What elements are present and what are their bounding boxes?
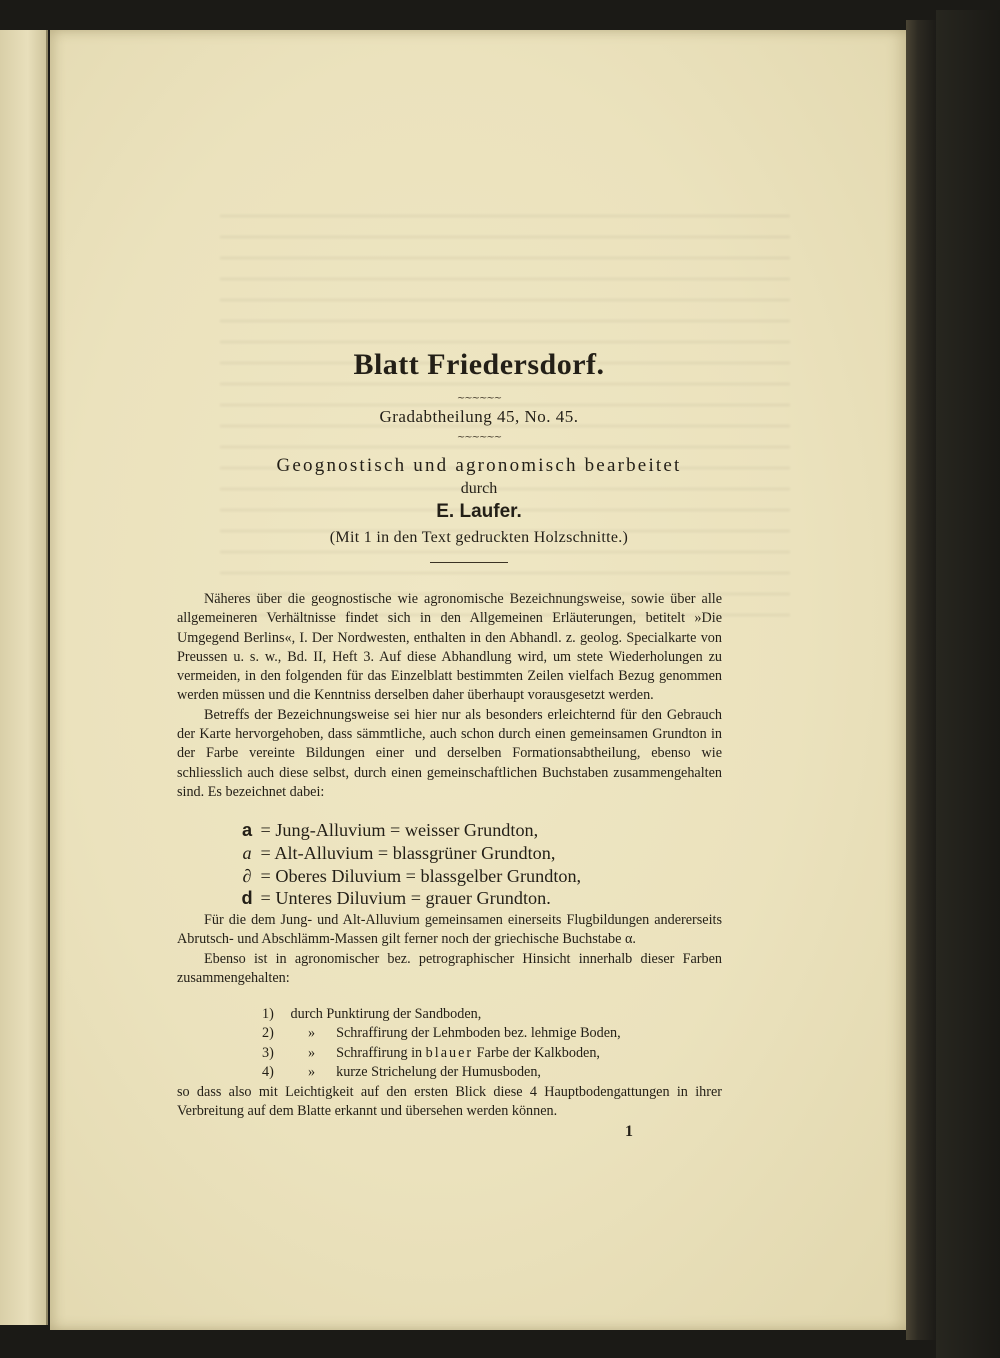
page-title: Blatt Friedersdorf.	[353, 348, 605, 381]
ditto-mark: »	[308, 1025, 316, 1042]
legend-text: = Oberes Diluvium = blassgelber Grundton,	[260, 865, 582, 886]
list-text: Schraffirung der Lehmboden bez. lehmige Boden,	[336, 1025, 621, 1042]
woodcut-note: (Mit 1 in den Text gedruckten Holzschnitte.)	[329, 529, 629, 546]
list-item	[262, 1044, 702, 1063]
intro-text	[177, 590, 722, 802]
list-text-spaced: blauer	[425, 1044, 474, 1061]
list-item	[262, 1063, 702, 1082]
legend-symbol: a	[241, 820, 253, 840]
list-text: kurze Strichelung der Humusboden,	[336, 1063, 541, 1080]
legend-symbol: a	[242, 842, 252, 863]
paragraph: Betreffs der Bezeichnungsweise sei hier nur als besonders erleichternd für den Gebrauch der Karte hervorgehoben, dass sämmtliche, auch schon durch einen gemeinsamen Grundton in der Farbe vereinte Bildungen einer und derselben Formationsabtheilung, ebenso wie schliesslich auch diese selbst, durch einen gemeinschaftlichen Buchstaben zusammengehalten sind. Es bezeichnet dabei:	[177, 706, 722, 800]
list-number: 3)	[262, 1044, 274, 1061]
symbol-legend	[238, 819, 718, 910]
page-number: 1	[625, 1123, 633, 1140]
paragraph: Ebenso ist in agronomischer bez. petrographischer Hinsicht innerhalb dieser Farben zusammengehalten:	[177, 950, 722, 986]
list-item	[262, 1024, 702, 1043]
author-name: E. Laufer.	[436, 501, 522, 522]
legend-row	[238, 842, 718, 865]
closing-paragraph: so dass also mit Leichtigkeit auf den ersten Blick diese 4 Hauptbodengattungen in ihrer Verbreitung auf dem Blatte erkannt und übersehen werden können.	[177, 1084, 722, 1120]
book-cover-edge	[936, 10, 1000, 1358]
page-content	[50, 30, 908, 1330]
paragraph: Für die dem Jung- und Alt-Alluvium gemeinsamen einerseits Flugbildungen andererseits Abrutsch- und Abschlämm-Massen gilt ferner noch der griechische Buchstabe α.	[177, 912, 722, 948]
by-line: durch	[460, 480, 498, 497]
followup-text	[177, 911, 722, 988]
legend-text: = Jung-Alluvium = weisser Grundton,	[260, 820, 539, 840]
legend-row	[238, 819, 718, 842]
legend-text: = Alt-Alluvium = blassgrüner Grundton,	[260, 842, 556, 863]
soil-type-list	[262, 1005, 702, 1082]
previous-page-edge	[0, 30, 48, 1325]
legend-text: = Unteres Diluvium = grauer Grundton.	[260, 888, 551, 909]
legend-symbol: d	[241, 888, 253, 909]
list-item	[262, 1005, 702, 1024]
paragraph: Näheres über die geognostische wie agronomische Bezeichnungsweise, sowie über alle allgemeineren Verhältnisse findet sich in den Allgemeinen Erläuterungen, betitelt »Die Umgegend Berlins«, I. Der Nordwesten, enthalten in den Abhandl. z. geolog. Specialkarte von Preussen u. s. w., Bd. II, Heft 3. Auf diese Abhandlung wird, um stete Wiederholungen zu vermeiden, in den folgenden für das Einzelblatt bestimmten Zeilen vielfach Bezug genommen werden müssen und die Kenntniss derselben daher überhaupt vorausgesetzt werden.	[177, 591, 722, 704]
list-number: 4)	[262, 1063, 274, 1080]
subtitle: Geognostisch und agronomisch bearbeitet	[276, 455, 682, 476]
list-text: durch Punktirung der Sandboden,	[290, 1006, 482, 1022]
section-ornament: ~~~~~~	[456, 432, 502, 443]
ditto-mark: »	[308, 1044, 316, 1061]
divider-rule	[430, 562, 508, 563]
title-ornament: ~~~~~~	[456, 393, 502, 404]
legend-row	[238, 865, 718, 888]
gradabtheilung-line: Gradabtheilung 45, No. 45.	[379, 407, 579, 426]
legend-symbol: ∂	[242, 865, 252, 886]
list-text: Farbe der Kalkboden,	[473, 1044, 600, 1061]
legend-row	[238, 887, 718, 910]
list-number: 1)	[262, 1006, 274, 1022]
ditto-mark: »	[308, 1063, 316, 1080]
list-number: 2)	[262, 1025, 274, 1042]
page-binding	[906, 20, 936, 1340]
list-text: Schraffirung in	[336, 1044, 426, 1061]
